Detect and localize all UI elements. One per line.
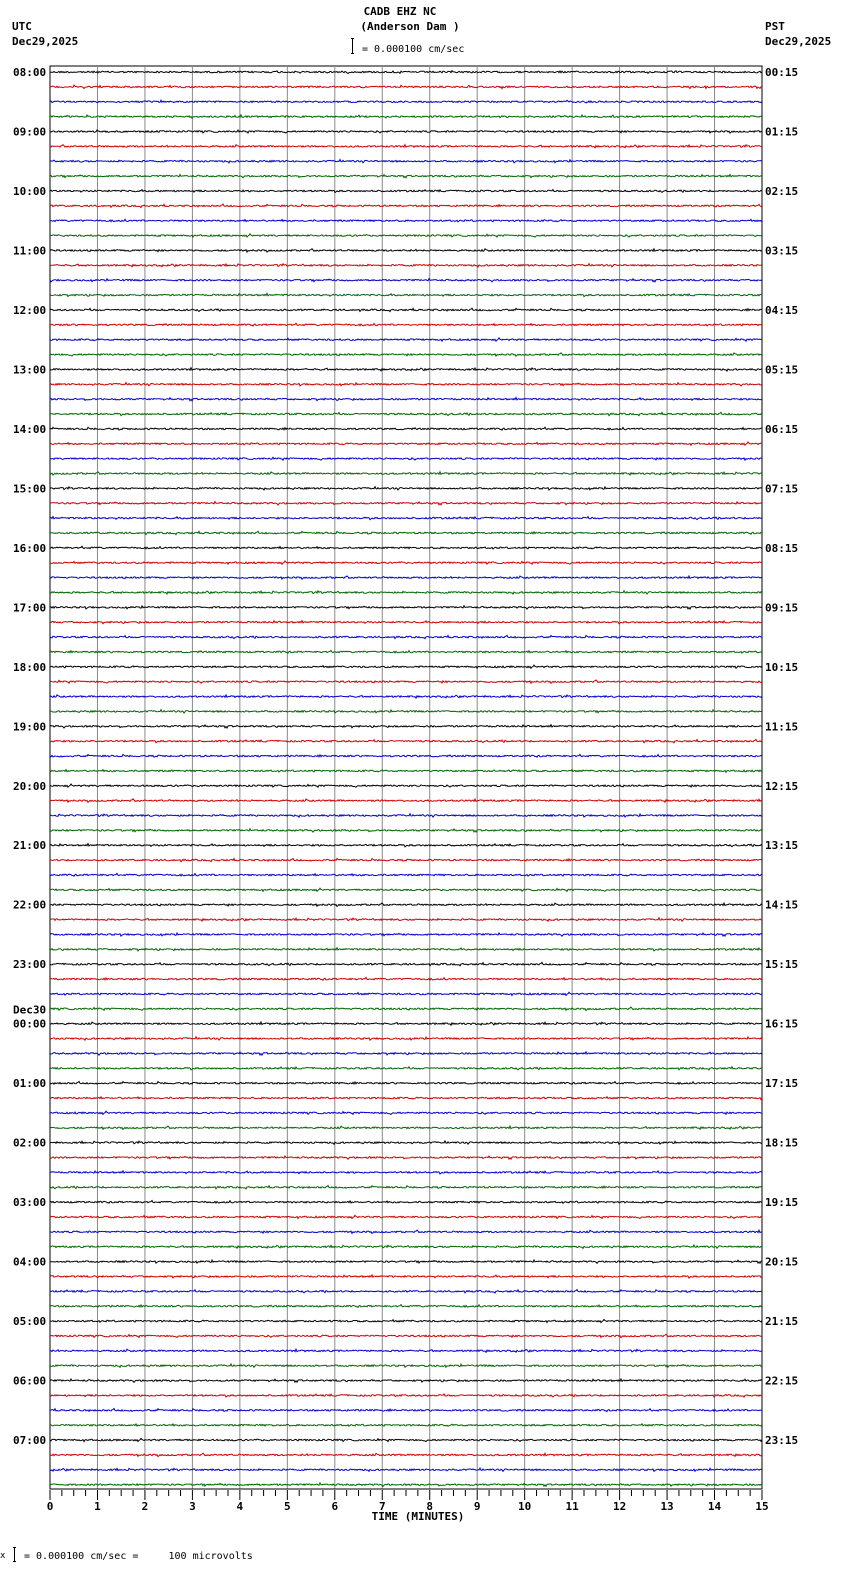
seismic-trace bbox=[50, 502, 762, 505]
seismic-trace bbox=[50, 145, 762, 148]
utc-hour-label: 18:00 bbox=[13, 660, 47, 674]
utc-hour-label: 08:00 bbox=[13, 66, 47, 79]
seismic-trace bbox=[50, 1081, 762, 1084]
seismic-trace bbox=[50, 635, 762, 638]
scale-text: = 0.000100 cm/sec bbox=[362, 44, 465, 55]
seismic-trace bbox=[50, 1424, 762, 1427]
seismic-trace bbox=[50, 784, 762, 787]
pst-hour-label: 14:15 bbox=[765, 898, 799, 912]
seismic-trace bbox=[50, 130, 762, 133]
pst-hour-label: 12:15 bbox=[765, 779, 799, 793]
x-tick-label: 1 bbox=[94, 1500, 101, 1513]
seismic-trace bbox=[50, 1215, 762, 1218]
seismic-trace bbox=[50, 814, 762, 818]
seismic-trace bbox=[50, 1171, 762, 1174]
seismic-trace bbox=[50, 1052, 762, 1055]
seismic-trace bbox=[50, 665, 762, 668]
utc-hour-label: 00:00 bbox=[13, 1017, 47, 1031]
pst-hour-label: 11:15 bbox=[765, 720, 799, 734]
seismic-trace bbox=[50, 427, 762, 430]
footer-scale-bar-icon bbox=[13, 1547, 16, 1562]
seismic-trace bbox=[50, 457, 762, 460]
right-date: Dec29,2025 bbox=[765, 35, 832, 48]
seismic-trace bbox=[50, 739, 762, 742]
seismic-trace bbox=[50, 933, 762, 936]
seismic-trace bbox=[50, 323, 762, 326]
seismic-trace bbox=[50, 1483, 762, 1486]
seismic-trace bbox=[50, 576, 762, 579]
pst-hour-label: 05:15 bbox=[765, 363, 799, 377]
seismic-trace bbox=[50, 115, 762, 118]
seismic-trace bbox=[50, 1230, 762, 1233]
utc-hour-label: 15:00 bbox=[13, 482, 47, 496]
utc-hour-label: 02:00 bbox=[13, 1136, 47, 1150]
seismic-trace bbox=[50, 1201, 762, 1204]
x-tick-label: 4 bbox=[236, 1500, 244, 1513]
utc-hour-label: 11:00 bbox=[13, 244, 47, 258]
utc-hour-label: 01:00 bbox=[13, 1077, 47, 1091]
pst-hour-label: 18:15 bbox=[765, 1136, 799, 1150]
seismic-trace bbox=[50, 249, 762, 252]
seismic-trace bbox=[50, 992, 762, 995]
seismic-trace bbox=[50, 1275, 762, 1278]
x-tick-label: 13 bbox=[660, 1500, 674, 1513]
utc-hour-label: 20:00 bbox=[13, 779, 47, 793]
seismic-trace bbox=[50, 279, 762, 282]
seismic-trace bbox=[50, 918, 762, 922]
seismic-trace bbox=[50, 1022, 762, 1025]
station-title: CADB EHZ NC bbox=[363, 5, 437, 18]
seismic-trace bbox=[50, 561, 762, 564]
seismic-trace bbox=[50, 1126, 762, 1129]
seismic-trace bbox=[50, 680, 762, 683]
x-tick-label: 11 bbox=[565, 1500, 579, 1513]
seismic-trace bbox=[50, 1186, 762, 1189]
pst-hour-label: 09:15 bbox=[765, 601, 799, 615]
pst-hour-label: 23:15 bbox=[765, 1434, 799, 1448]
seismic-trace bbox=[50, 1156, 762, 1159]
utc-hour-label: 03:00 bbox=[13, 1196, 47, 1210]
x-tick-label: 14 bbox=[707, 1500, 722, 1513]
pst-hour-label: 03:15 bbox=[765, 244, 799, 258]
footer-scale-text: = 0.000100 cm/sec = 100 microvolts bbox=[24, 1551, 253, 1562]
seismic-trace bbox=[50, 1007, 762, 1010]
pst-hour-label: 01:15 bbox=[765, 125, 799, 139]
utc-hour-label: 22:00 bbox=[13, 898, 47, 912]
seismic-trace bbox=[50, 85, 762, 89]
seismic-trace bbox=[50, 1453, 762, 1456]
seismic-trace bbox=[50, 1394, 762, 1397]
seismic-trace bbox=[50, 650, 762, 653]
seismic-trace bbox=[50, 353, 762, 356]
seismic-trace bbox=[50, 844, 762, 847]
seismic-trace bbox=[50, 754, 762, 757]
seismic-trace bbox=[50, 606, 762, 609]
seismic-trace bbox=[50, 1260, 762, 1263]
seismic-trace bbox=[50, 1141, 762, 1144]
x-tick-label: 6 bbox=[331, 1500, 339, 1513]
x-tick-label: 9 bbox=[473, 1500, 481, 1513]
utc-hour-label: 17:00 bbox=[13, 601, 47, 615]
right-timezone: PST bbox=[765, 20, 785, 33]
seismic-trace bbox=[50, 487, 762, 490]
seismic-trace bbox=[50, 160, 762, 163]
utc-hour-label: 07:00 bbox=[13, 1434, 47, 1448]
x-tick-label: 15 bbox=[755, 1500, 769, 1513]
seismic-trace bbox=[50, 1111, 762, 1114]
seismic-trace bbox=[50, 948, 762, 951]
left-timezone: UTC bbox=[12, 20, 32, 33]
pst-hour-label: 20:15 bbox=[765, 1255, 799, 1269]
seismic-trace bbox=[50, 442, 762, 445]
seismic-trace bbox=[50, 829, 762, 832]
seismic-trace bbox=[50, 293, 762, 296]
seismic-trace bbox=[50, 621, 762, 624]
seismic-trace bbox=[50, 903, 762, 906]
seismic-trace bbox=[50, 1438, 762, 1441]
seismic-trace bbox=[50, 546, 762, 549]
utc-hour-label: 10:00 bbox=[13, 184, 47, 198]
station-location: (Anderson Dam ) bbox=[360, 20, 460, 33]
seismic-trace bbox=[50, 799, 762, 802]
seismic-trace bbox=[50, 710, 762, 713]
x-tick-label: 3 bbox=[189, 1500, 196, 1513]
seismic-trace bbox=[50, 1245, 762, 1248]
seismic-trace bbox=[50, 962, 762, 965]
utc-hour-label: 06:00 bbox=[13, 1374, 47, 1388]
seismic-trace bbox=[50, 71, 762, 74]
seismic-trace bbox=[50, 264, 762, 267]
pst-hour-label: 06:15 bbox=[765, 422, 799, 436]
utc-hour-label: 14:00 bbox=[13, 422, 47, 436]
utc-hour-label: 13:00 bbox=[13, 363, 47, 377]
x-tick-label: 5 bbox=[284, 1500, 291, 1513]
pst-hour-label: 15:15 bbox=[765, 958, 799, 972]
seismic-trace bbox=[50, 100, 762, 103]
x-tick-label: 12 bbox=[612, 1500, 627, 1513]
seismic-trace bbox=[50, 888, 762, 891]
seismic-trace bbox=[50, 1097, 762, 1100]
seismic-trace bbox=[50, 338, 762, 341]
seismic-trace bbox=[50, 1349, 762, 1352]
seismic-trace bbox=[50, 219, 762, 222]
seismic-trace bbox=[50, 1468, 762, 1471]
seismic-trace bbox=[50, 1409, 762, 1412]
x-tick-label: 0 bbox=[46, 1500, 54, 1513]
seismic-trace bbox=[50, 858, 762, 861]
footer-marker: x bbox=[0, 1551, 6, 1561]
pst-hour-label: 02:15 bbox=[765, 184, 799, 198]
pst-hour-label: 19:15 bbox=[765, 1196, 799, 1210]
seismic-trace bbox=[50, 531, 762, 534]
pst-hour-label: 10:15 bbox=[765, 660, 799, 674]
left-date: Dec29,2025 bbox=[12, 35, 79, 48]
seismic-trace bbox=[50, 1290, 762, 1293]
x-tick-label: 2 bbox=[141, 1500, 149, 1513]
seismic-trace bbox=[50, 368, 762, 371]
pst-hour-label: 00:15 bbox=[765, 66, 799, 79]
utc-date-change-label: Dec30 bbox=[13, 1003, 47, 1017]
seismic-trace bbox=[50, 591, 762, 594]
seismic-trace bbox=[50, 1319, 762, 1322]
pst-hour-label: 22:15 bbox=[765, 1374, 799, 1388]
seismic-trace bbox=[50, 398, 762, 401]
seismic-trace bbox=[50, 873, 762, 876]
pst-hour-label: 08:15 bbox=[765, 541, 799, 555]
seismic-trace bbox=[50, 190, 762, 193]
seismic-trace bbox=[50, 175, 762, 178]
seismic-trace bbox=[50, 978, 762, 981]
seismic-trace bbox=[50, 1305, 762, 1308]
seismic-trace bbox=[50, 234, 762, 237]
seismic-trace bbox=[50, 770, 762, 773]
seismic-trace bbox=[50, 308, 762, 311]
utc-hour-label: 21:00 bbox=[13, 839, 47, 853]
seismic-trace bbox=[50, 1334, 762, 1337]
pst-hour-label: 07:15 bbox=[765, 482, 799, 496]
x-axis-label: TIME (MINUTES) bbox=[371, 1510, 465, 1523]
seismic-trace bbox=[50, 383, 762, 387]
seismic-trace bbox=[50, 204, 762, 207]
utc-hour-label: 04:00 bbox=[13, 1255, 47, 1269]
utc-hour-label: 16:00 bbox=[13, 541, 47, 555]
pst-hour-label: 04:15 bbox=[765, 303, 799, 317]
utc-hour-label: 19:00 bbox=[13, 720, 47, 734]
seismic-trace bbox=[50, 517, 762, 520]
x-tick-label: 8 bbox=[426, 1500, 434, 1513]
seismic-trace bbox=[50, 1364, 762, 1368]
utc-hour-label: 05:00 bbox=[13, 1315, 47, 1329]
seismic-trace bbox=[50, 725, 762, 728]
utc-hour-label: 12:00 bbox=[13, 303, 47, 317]
utc-hour-label: 23:00 bbox=[13, 958, 47, 972]
seismic-trace bbox=[50, 1379, 762, 1382]
seismic-trace bbox=[50, 412, 762, 415]
seismic-trace bbox=[50, 472, 762, 475]
pst-hour-label: 21:15 bbox=[765, 1315, 799, 1329]
pst-hour-label: 17:15 bbox=[765, 1077, 799, 1091]
seismic-trace bbox=[50, 1067, 762, 1070]
pst-hour-label: 13:15 bbox=[765, 839, 799, 853]
pst-hour-label: 16:15 bbox=[765, 1017, 799, 1031]
utc-hour-label: 09:00 bbox=[13, 125, 47, 139]
seismic-trace bbox=[50, 1037, 762, 1040]
seismic-trace bbox=[50, 695, 762, 698]
x-tick-label: 10 bbox=[518, 1500, 532, 1513]
x-tick-label: 7 bbox=[378, 1500, 386, 1513]
